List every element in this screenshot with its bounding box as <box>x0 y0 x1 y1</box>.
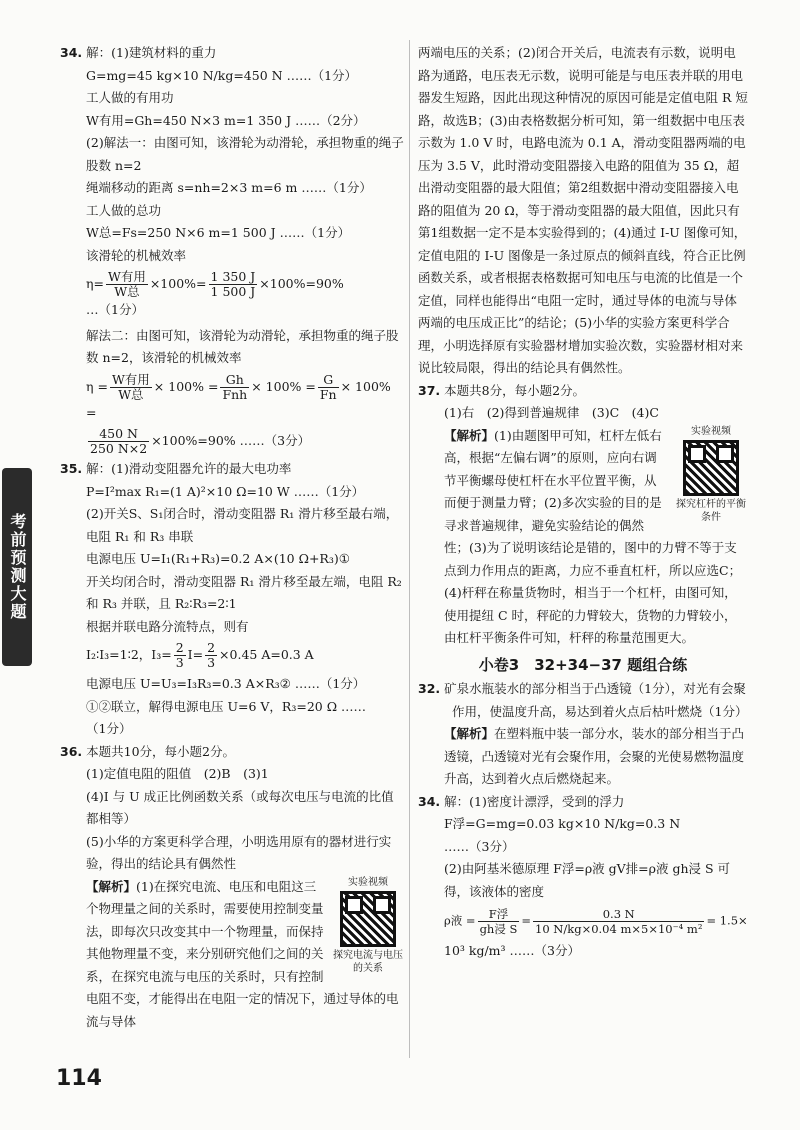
qr-code-icon[interactable] <box>683 440 739 496</box>
density-formula: ρ液 = $\frac{\text{F浮}}{\text{gh浸 S}}$ = $\frac{0.3 N}{\text{10 N/kg×0.04 m×5×10⁻⁴ m²}}$ = 1.5× <box>444 907 748 936</box>
fraction: $\frac{\text{W有用}}{\text{W总}}$ <box>111 371 150 402</box>
score: ……（3分） <box>444 838 515 854</box>
question-32: 32. 矿泉水瓶装水的部分相当于凸透镜（1分），对光有会聚作用，使温度升高，易达到着火点后枯叶燃烧（1分） 【解析】在塑料瓶中装一部分水，装水的部分相当于凸透镜，凸透镜对光有会聚作用，会聚的光使易燃物温度升高，达到着火点后燃烧起来。 <box>418 681 748 786</box>
right-column <box>418 42 748 963</box>
question-35: 35. 解：(1)滑动变阻器允许的最大电功率 P=I²max R₁=(1 A)²×10 Ω=10 W ……（1分） (2)开关S、S₁闭合时，滑动变阻器 R₁ 滑片移至最右端，电阻 R₁ 和 R₃ 串联 电源电压 U=I₁(R₁+R₃)=0.2 A×(10 Ω+R₃)① 开关均闭合时，滑动变阻器 R₁ 滑片移至最左端，电阻 R₂ 和 R₃ 并联，且 R₂∶R₃=2∶1 根据并联电路分流特点，则有 I₂∶I₃=1∶2，I₃= $\frac{2}{3}$ I= $\frac{2}{3}$ ×0.45 A=0.3 A 电源电压 U=U₃=I₃R₃=0.3 A×R₃② ……（1分） ①②联立，解得电源电压 U=6 V，R₃=20 Ω …… （1分） <box>60 458 405 741</box>
analysis-tag: 【解析】 <box>86 878 137 894</box>
question-36-continued: 两端电压的关系；(2)闭合开关后，电流表有示数，说明电路为通路，电压表无示数，说明可能是与电压表并联的用电器发生短路，因此出现这种情况的原因可能是定值电阻 R 短路，故选B；(3)由表格数据分析可知，第一组数据中电压表示数为 1.0 V 时，电路电流为 0.1 A，滑动变阻器两端的电压为 3.5 V，此时滑动变阻器接入电路的阻值为 35 Ω，超出滑动变阻器的最大阻值；第2组数据中滑动变阻器接入电路的阻值为 20 Ω，等于滑动变阻器的最大阻值，因此只有第1组数据一定不是本实验得到的；(4)通过 I-U 图像可知，定值电阻的 I-U 图像是一条过原点的倾斜直线，符合正比例函数关系，或者根据表格数据可知电压与电流的比值是一个定值，同样也能得出“电阻一定时，通过导体的电流与导体两端的电压成正比”的结论；(5)小华的实验方案更科学合理，小明选择原有实验器材增加实验次数，实验器材相对来说比较局限，得出的结论具有偶然性。 <box>418 45 748 375</box>
fraction: $\frac{G}{Fn}$ <box>319 371 337 402</box>
score: （1分） <box>86 721 132 736</box>
analysis-tag: 【解析】 <box>444 726 495 741</box>
score: ……（1分） <box>286 67 358 83</box>
fraction: $\frac{\text{F浮}}{\text{gh浸 S}}$ <box>479 907 518 936</box>
score: …（1分） <box>86 302 144 317</box>
left-column <box>60 42 405 1033</box>
fraction: $\frac{2}{3}$ <box>207 640 216 670</box>
column-divider <box>409 40 410 1058</box>
score: ……（1分） <box>294 676 366 691</box>
score: ……（3分） <box>239 433 311 448</box>
score: ……（1分） <box>301 180 372 195</box>
page-number: 114 <box>56 1066 102 1091</box>
section-title: 小卷3 32+34−37 题组合练 <box>478 655 688 674</box>
video-qr-box[interactable]: 实验视频 探究电流与电压的关系 <box>333 876 403 974</box>
fraction: $\frac{\text{W有用}}{\text{W总}}$ <box>107 269 146 299</box>
question-36: 36. 本题共10分，每小题2分。 (1)定值电阻的阻值 (2)B (3)1 (4)I 与 U 成正比例函数关系（或每次电压与电流的比值都相等） (5)小华的方案更科学合理，小明选用原有的器材进行实验，得出的结论具有偶然性 实验视频 探究电流与电压的关系 【解析】(1)在探究电流、电压和电阻这三个物理量之间的关系时，需要使用控制变量法，即每次只改变其中一个物理量，而保持其他物理量不变，来分别研究他们之间的关系，在探究电流与电压的关系时，只有控制电阻不变，才能得出在电阻一定的情况下，通过导体的电流与导体 <box>60 743 403 1029</box>
score: ……（1分） <box>293 483 365 499</box>
score: ……（3分） <box>509 943 580 958</box>
score: ……（1分） <box>279 225 351 240</box>
question-number: 35. <box>60 461 83 476</box>
question-number: 34. <box>418 793 441 809</box>
efficiency-formula-2: η = $\frac{\text{W有用}}{\text{W总}}$ × 100% = $\frac{Gh}{\text{Fnh}}$ × 100% = $\frac{G}{Fn}$ × 100% = <box>86 371 391 420</box>
qr-code-icon[interactable] <box>340 891 396 947</box>
fraction: $\frac{450 N}{250 N\times 2}$ <box>90 426 148 456</box>
shunt-formula: I₂∶I₃=1∶2，I₃= $\frac{2}{3}$ I= $\frac{2}{3}$ ×0.45 A=0.3 A <box>86 640 314 670</box>
video-qr-box[interactable]: 实验视频 探究杠杆的平衡条件 <box>676 425 746 523</box>
question-37: 37. 本题共8分，每小题2分。 (1)右 (2)得到普遍规律 (3)C (4)C 实验视频 探究杠杆的平衡条件 【解析】(1)由题图甲可知，杠杆左低右高，根据“左偏右调”的原则，应向右调节平衡螺母使杠杆在水平位置平衡，从而便于测量力臂；(2)多次实验的目的是寻求普遍规律，避免实验结论的偶然性；(3)为了说明该结论是错的，图中的力臂不等于支点到力作用点的距离，力应不垂直杠杆，所以应选C；(4)杆秤在称量货物时，相当于一个杠杆，由图可知，使用提纽 C 时，秤砣的力臂较大，货物的力臂较小，由杠杆平衡条件可知，杆秤的称量范围更大。 <box>418 382 746 645</box>
fraction: $\frac{1 350 J}{1 500 J}$ <box>210 269 256 299</box>
fraction: $\frac{Gh}{\text{Fnh}}$ <box>222 371 248 402</box>
fraction: $\frac{2}{3}$ <box>175 640 184 670</box>
question-34-b: 34. 解：(1)密度计漂浮，受到的浮力 F浮=G=mg=0.03 kg×10 N/kg=0.3 N ……（3分） (2)由阿基米德原理 F浮=ρ液 gV排=ρ液 gh浸 S 可得，该液体的密度 ρ液 = $\frac{\text{F浮}}{\text{gh浸 S}}$ = $\frac{0.3 N}{\text{10 N/kg×0.04 m×5×10⁻⁴ m²}}$ = 1.5× 10³ kg/m³ ……（3分） <box>418 793 748 958</box>
analysis-tag: 【解析】 <box>444 427 495 443</box>
question-number: 36. <box>60 743 83 759</box>
fraction: $\frac{0.3 N}{\text{10 N/kg×0.04 m×5×10⁻⁴ m²}}$ <box>535 907 703 936</box>
score: ……（2分） <box>295 112 366 128</box>
question-number: 32. <box>418 681 441 696</box>
side-tab: 考前预测大题 <box>2 468 32 666</box>
question-number: 34. <box>60 45 83 60</box>
efficiency-formula: η= $\frac{\text{W有用}}{\text{W总}}$ ×100%= $\frac{1 350 J}{1 500 J}$ ×100%=90% …（1分） <box>86 269 344 317</box>
question-34: 34. 解：(1)建筑材料的重力 G=mg=45 kg×10 N/kg=450 N ……（1分） 工人做的有用功 W有用=Gh=450 N×3 m=1 350 J ……（2分） (2)解法一：由图可知，该滑轮为动滑轮，承担物重的绳子股数 n=2 绳端移动的距离 s=nh=2×3 m=6 m ……（1分） 工人做的总功 W总=Fs=250 N×6 m=1 500 J ……（1分） 该滑轮的机械效率 η= $\frac{\text{W有用}}{\text{W总}}$ ×100%= $\frac{1 350 J}{1 500 J}$ ×100%=90% …（1分） 解法二：由图可知，该滑轮为动滑轮，承担物重的绳子股数 n=2，该滑轮的机械效率 η = $\frac{\text{W有用}}{\text{W总}}$ × 100% = $\frac{Gh}{\text{Fnh}}$ × 100% = $\frac{G}{Fn}$ × 100% = $\frac{450 N}{250 N\times 2}$ ×100%=90% ……（3分） <box>60 45 404 456</box>
question-number: 37. <box>418 382 441 398</box>
